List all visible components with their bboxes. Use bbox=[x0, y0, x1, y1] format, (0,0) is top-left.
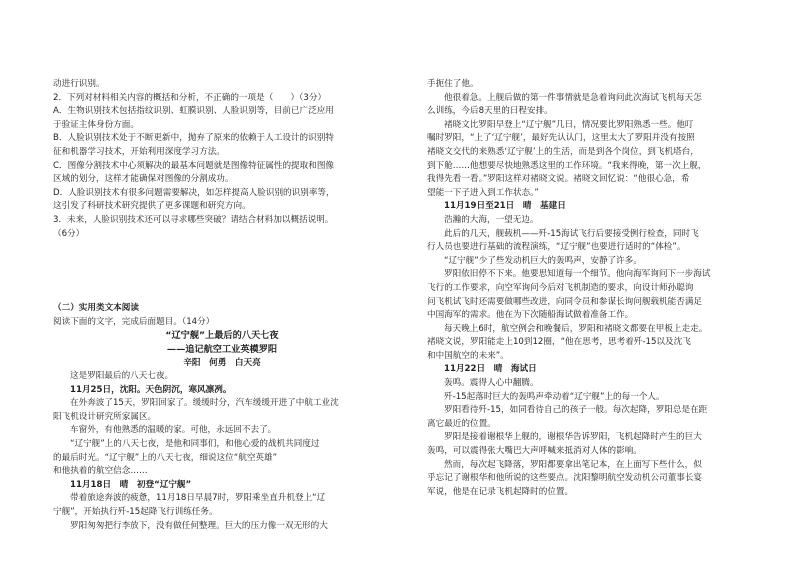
right-para-11-line1: 罗阳是接着谢根华上舰的，谢根华告诉罗阳，飞机起降时产生的巨大 bbox=[444, 432, 702, 443]
date-heading-4: 11月22日 晴 海试日 bbox=[444, 364, 537, 375]
option-b-line2: 征和机器学习技术，开始利用深度学习方法。 bbox=[53, 146, 225, 157]
right-para-11-line2: 轰鸣，可以震得张大嘴巴大声呼喊来抵消对人体的影响。 bbox=[427, 446, 642, 457]
right-para-3-line3: 褚晓文交代的来熟悉‘辽宁舰’上的生活，而是到各个岗位，到飞机塔台， bbox=[427, 146, 699, 157]
left-column bbox=[53, 78, 391, 533]
right-line-1: 手扼住了他。 bbox=[427, 79, 479, 89]
paragraph-1: 这是罗阳最后的八天七夜。 bbox=[70, 371, 174, 382]
right-para-6-line2: 飞行的工作要求，向空军询问今后对飞机制造的要求，向设计师孙聪询 bbox=[427, 282, 694, 293]
right-para-2-line1: 他很着急。上舰后做的第一件事情就是急着询问此次海试飞机每天怎 bbox=[444, 92, 702, 103]
option-d-line1: D．人脸识别技术有很多问题需要解决，如怎样提高人脸识别的识别率等， bbox=[53, 187, 335, 198]
right-para-3-line6: 望能一下子进入到工作状态。” bbox=[427, 187, 539, 198]
right-para-6-line3: 问飞机试飞时还需要做哪些改进，向同令员和参谋长询问舰载机能否满足 bbox=[427, 296, 703, 307]
right-para-10-line2: 离它最近的位置。 bbox=[427, 418, 496, 429]
paragraph-5-line2: 宁舰”，开始执行歼-15起降飞行训练任务。 bbox=[53, 507, 218, 518]
q1-tail: 动进行识别。 bbox=[53, 79, 105, 89]
right-para-12-line3: 军说，他是在记录飞机起降时的位置。 bbox=[427, 486, 574, 497]
paragraph-2-line2: 阳飞机设计研究所家属区。 bbox=[53, 411, 157, 422]
option-c-line1: C．图像分割技术中心须解决的最基本问题就是图像特征属性的提取和图像 bbox=[53, 160, 335, 171]
date-heading-2: 11月18日 晴 初登“辽宁舰” bbox=[70, 479, 192, 490]
right-para-4: 浩瀚的大海，一望无边。 bbox=[444, 214, 539, 225]
paragraph-2-line1: 在外奔波了15天，罗阳回家了。缓缓时分，汽车缓缓开进了中航工业沈 bbox=[70, 398, 339, 409]
paragraph-4-line1: “辽宁舰”上的八天七夜，是他和同事们，和他心爱的战机共同度过 bbox=[70, 439, 320, 450]
article-authors: 辛阳 何勇 白天亮 bbox=[183, 357, 261, 368]
right-para-7-line2: 褚晓文说，罗阳能走上10到12圈，“他在思考，思考着歼-15以及沈飞 bbox=[427, 337, 691, 348]
paragraph-4-line3: 和他执着的航空信念…… bbox=[53, 466, 148, 477]
right-para-3-line4: 到下舱……他想要尽快地熟悉这里的工作环境。“我来得晚，第一次上舰， bbox=[427, 160, 707, 171]
option-d-line2: 这引发了科研技术研究提供了更多课题和研究方向。 bbox=[53, 201, 251, 212]
answer-space bbox=[53, 241, 391, 302]
right-para-6-line1: 罗阳依旧停不下来。他要思知道每一个细节。他向海军询问下一步海试 bbox=[444, 269, 711, 280]
right-para-5-line1: 此后的几天，舰载机——歼-15海试飞行后要接受例行检查，同时飞 bbox=[444, 228, 699, 239]
article-title: “辽宁舰”上最后的八天七夜 bbox=[165, 330, 279, 342]
right-para-10-line1: 罗阳看待歼-15，如同看待自己的孩子一般。每次起降，罗阳总是在距 bbox=[444, 405, 708, 416]
paragraph-3: 车窗外，有他熟悉的温暖的家。可他，永远回不去了。 bbox=[70, 425, 277, 436]
paragraph-6: 罗阳匆匆把行李放下，没有做任何整理。巨大的压力像一双无形的大 bbox=[70, 520, 328, 531]
right-para-7-line3: 和中国航空的未来”。 bbox=[427, 350, 509, 361]
right-para-8: 轰鸣。震得人心中翻腾。 bbox=[444, 378, 539, 389]
paragraph-4-line2: 的最后时光。“辽宁舰”上的八天七夜，细说这位“航空英雄” bbox=[53, 452, 278, 463]
right-para-3-line5: 我得先看一看。”罗阳这样对褚晓文说。褚晓文回忆说：“他很心急，希 bbox=[427, 174, 690, 185]
question-2-stem: 2．下列对材料相关内容的概括和分析，不正确的一项是（ ）（3分） bbox=[53, 92, 327, 103]
paragraph-5-line1: 带着旅途奔波的疲惫，11月18日早晨7时，罗阳乘坐直升机登上“辽 bbox=[70, 493, 326, 504]
article-subtitle: ——追记航空工业英模罗阳 bbox=[166, 343, 278, 355]
right-para-3-line1: 褚晓文比罗阳早登上“辽宁舰”几日，情况要比罗阳熟悉一些。他叮 bbox=[444, 119, 694, 130]
question-3-line2: （6分） bbox=[53, 228, 85, 239]
date-heading-1: 11月25日，沈阳。天色阴沉，寒风凛冽。 bbox=[70, 384, 232, 395]
right-para-2-line2: 么训练，今后8天里的日程安排。 bbox=[427, 106, 553, 117]
option-c-line2: 区域的划分，这样才能确保对图像的分割成功。 bbox=[53, 174, 234, 185]
right-para-5-line2: 行人员也要进行基础的流程演练，“辽宁舰”也要进行适时的“体检”。 bbox=[427, 242, 686, 253]
right-para-9: 歼-15起落时巨大的轰鸣声牵动着“辽宁舰”上的每一个人。 bbox=[444, 391, 665, 402]
right-para-5-line3: “辽宁舰”少了些发动机巨大的轰鸣声，安静了许多。 bbox=[444, 255, 642, 266]
right-para-6-line4: 中国海军的需求。他在为下次随船海试做着准备工作。 bbox=[427, 310, 634, 321]
option-a-line1: A．生物识别技术包括指纹识别、虹膜识别、人脸识别等，目前已广泛应用 bbox=[53, 106, 334, 117]
option-a-line2: 于验证主体身份方面。 bbox=[53, 119, 139, 130]
right-column bbox=[427, 78, 765, 499]
right-para-12-line1: 然而，每次起飞降落，罗阳都要拿出笔记本，在上面写下些什么，似 bbox=[444, 459, 702, 470]
right-para-12-line2: 乎忘记了谢根华和他所说的这些要点。沈阳黎明航空发动机公司董事长宴 bbox=[427, 473, 703, 484]
right-para-7-line1: 每天晚上6时，航空例会和晚餐后，罗阳和褚晓文都要在甲板上走走。 bbox=[444, 323, 708, 334]
date-heading-3: 11月19日至21日 晴 基建日 bbox=[444, 201, 566, 212]
section-title: （二）实用类文本阅读 bbox=[53, 303, 139, 314]
right-para-3-line2: 嘱时罗阳，“上了‘辽宁舰’，最好先认认门，这里太大了罗阳并没有按照 bbox=[427, 133, 695, 144]
question-3-line1: 3．未来，人脸识别技术还可以寻求哪些突破？请结合材料加以概括说明。 bbox=[53, 214, 334, 225]
section-instructions: 阅读下面的文字，完成后面题目。（14分） bbox=[53, 316, 215, 327]
option-b-line1: B．人脸识别技术处于不断更新中，抛弃了原来的依赖于人工设计的识别特 bbox=[53, 133, 334, 144]
